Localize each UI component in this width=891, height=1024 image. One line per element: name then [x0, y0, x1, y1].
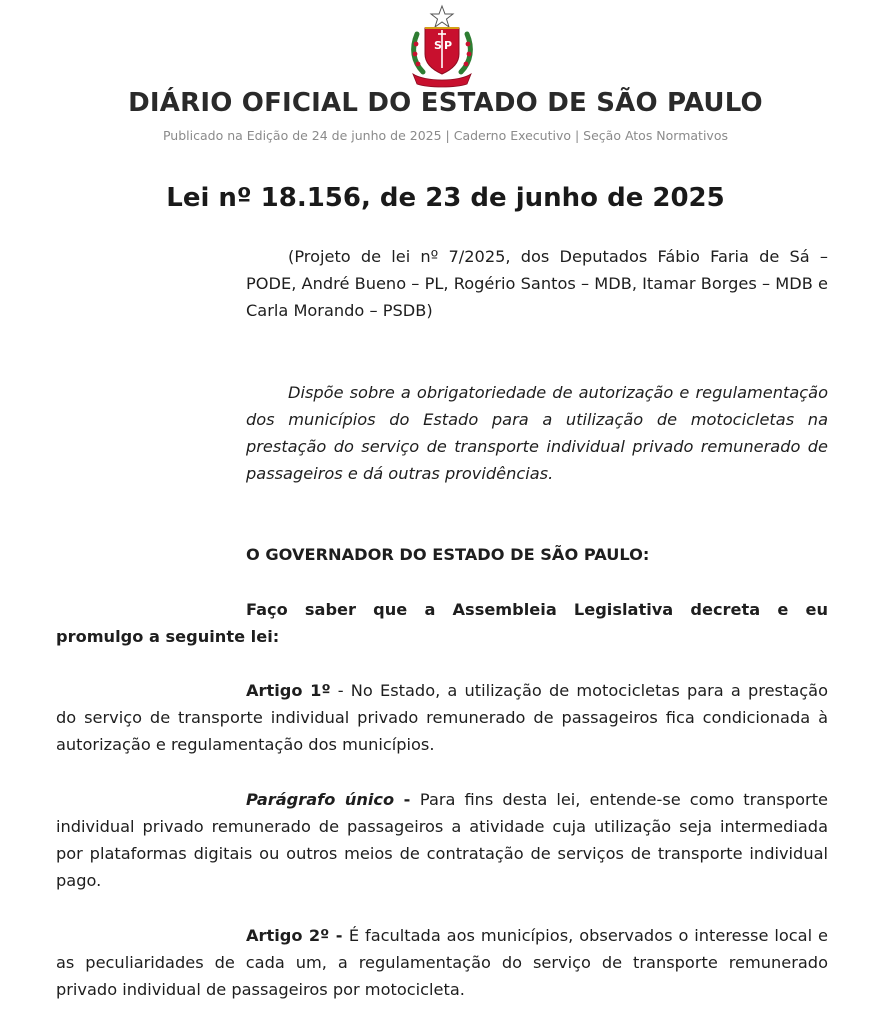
- article-text: Para fins desta lei, entende-se como transporte individual privado remunerado de passageiros a atividade cuja utilização seja intermediada por plataformas digitais ou outros meios de contratação de serviços de transporte individual pago.: [56, 790, 829, 890]
- article-text: No Estado, a utilização de motocicletas para a prestação do serviço de transporte individual privado remunerado de passageiros fica condicionada à autorização e regulamentação dos municípios.: [56, 681, 828, 754]
- article-2: [56, 922, 828, 1003]
- masthead-title: DIÁRIO OFICIAL DO ESTADO DE SÃO PAULO: [128, 88, 763, 118]
- sole-paragraph: [56, 786, 828, 894]
- article-separator: -: [330, 681, 351, 700]
- sao-paulo-coat-of-arms-icon: [405, 4, 479, 88]
- article-label: Parágrafo único: [246, 790, 395, 809]
- article-label: Artigo 2º: [246, 926, 330, 945]
- bill-origin: (Projeto de lei nº 7/2025, dos Deputados Fábio Faria de Sá – PODE, André Bueno – PL, Rogério Santos – MDB, Itamar Borges – MDB e Carla Morando – PSDB): [246, 247, 828, 320]
- article-text: É facultada aos municípios, observados o interesse local e as peculiaridades de cada um, a regulamentação do serviço de transporte remunerado privado individual de passageiros por motocicleta.: [56, 926, 828, 999]
- article-1: [56, 677, 828, 758]
- article-separator: -: [394, 790, 420, 809]
- law-summary: Dispõe sobre a obrigatoriedade de autorização e regulamentação dos municípios do Estado para a utilização de motocicletas na prestação do serviço de transporte individual privado remunerado de passageiros e dá outras providências.: [246, 383, 828, 483]
- article-label: Artigo 1º: [246, 681, 331, 700]
- law-title: Lei nº 18.156, de 23 de junho de 2025: [166, 183, 725, 213]
- svg-text:P: P: [444, 39, 453, 52]
- emblem-letters: S: [434, 39, 442, 52]
- publication-line: Publicado na Edição de 24 de junho de 2025 | Caderno Executivo | Seção Atos Normativos: [162, 128, 728, 143]
- governor-heading: O GOVERNADOR DO ESTADO DE SÃO PAULO:: [246, 545, 650, 564]
- article-separator: -: [329, 926, 349, 945]
- proclamation: Faço saber que a Assembleia Legislativa decreta e eu promulgo a seguinte lei:: [56, 600, 828, 646]
